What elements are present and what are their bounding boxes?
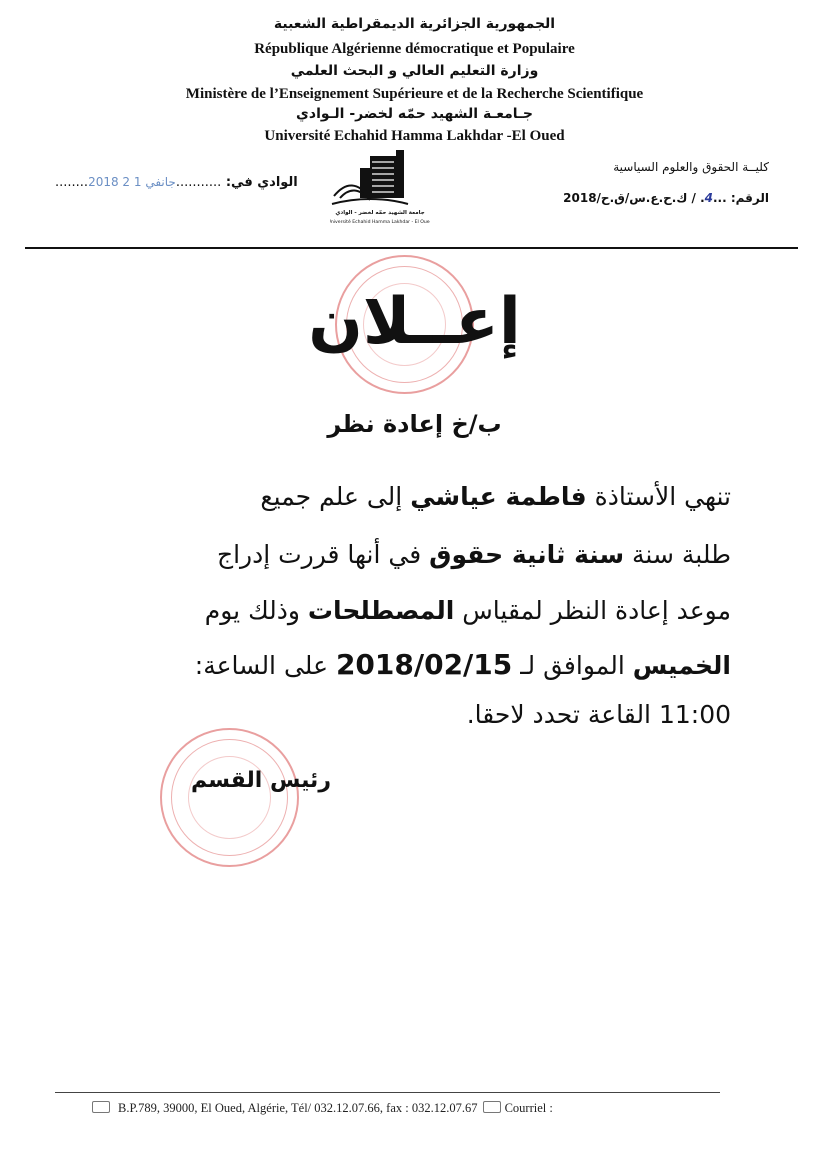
faculty-name: كليــة الحقوق والعلوم السياسية: [613, 160, 769, 174]
footer-courriel: Courriel :: [504, 1101, 553, 1115]
official-stamp-bottom: [160, 728, 299, 867]
body-text: وذلك يوم: [204, 596, 308, 625]
body-line-3: [205, 596, 731, 625]
exam-date: 2018/02/15: [335, 648, 513, 681]
footer-address: B.P.789, 39000, El Oued, Algérie, Tél/ 032.12.07.66, fax : 032.12.07.67: [118, 1101, 478, 1115]
university-logo-icon: [330, 146, 430, 230]
professor-name: فاطمة عياشي: [410, 482, 587, 511]
body-text: القاعة تحدد لاحقا.: [466, 700, 659, 729]
course-name: المصطلحات: [307, 596, 455, 625]
header-ar-ministry: وزارة التعليم العالي و البحث العلمي: [290, 63, 539, 79]
announcement-title: إعــلان: [308, 285, 521, 359]
body-line-2: [217, 540, 731, 569]
header-fr-republic: République Algérienne démocratique et Populaire: [254, 41, 575, 57]
date-field: [55, 175, 298, 190]
body-text: موعد إعادة النظر لمقياس: [454, 596, 731, 625]
footer: [92, 1101, 553, 1116]
reference-handwritten-number: 4: [704, 191, 713, 205]
header-fr-ministry: Ministère de l’Enseignement Supérieure et de la Recherche Scientifique: [185, 86, 644, 102]
footer-divider: [55, 1092, 720, 1093]
body-text: الموافق لـ: [512, 651, 633, 680]
date-dots-left: ........: [55, 175, 89, 190]
date-dots-right: ...........: [175, 175, 222, 190]
header-fr-university: Université Echahid Hamma Lakhdar -El Oued: [264, 128, 565, 144]
body-line-1: [260, 482, 731, 511]
reference-label: الرقم: ...: [712, 191, 769, 205]
body-text: طلبة سنة: [624, 540, 731, 569]
envelope-icon: [92, 1101, 110, 1113]
body-text: على الساعة:: [194, 651, 336, 680]
date-label: الوادي في:: [225, 175, 298, 190]
header-divider: [25, 247, 798, 249]
body-text: إلى علم جميع: [260, 482, 411, 511]
reference-code: . / ك.ح.ع.س/ق.ح/2018: [563, 191, 705, 205]
header-ar-university: جـامعـة الشهيد حمّه لخضر- الـوادي: [296, 106, 533, 122]
weekday: الخميس: [632, 651, 731, 680]
date-stamp: 2018 جانفي 1 2: [88, 175, 176, 189]
body-text: في أنها قررت إدراج: [216, 540, 430, 569]
logo-caption-ar: جامعة الشهيد حمّه لخضر - الوادي: [335, 210, 425, 216]
header-ar-republic: الجمهورية الجزائرية الديمقراطية الشعبية: [273, 16, 556, 32]
body-text: تنهي الأستاذة: [586, 482, 731, 511]
signature-title: رئيس القسم: [191, 768, 331, 793]
body-line-4: [195, 648, 731, 681]
student-level: سنة ثانية حقوق: [429, 540, 625, 569]
logo-caption-fr: Université Echahid Hamma Lakhdar - El Oued: [330, 220, 430, 225]
body-line-5: [467, 700, 731, 729]
fax-icon: [483, 1101, 501, 1113]
reference-number: [563, 191, 769, 205]
exam-time: 11:00: [658, 700, 731, 729]
announcement-subtitle: ب/خ إعادة نظر: [327, 410, 502, 438]
